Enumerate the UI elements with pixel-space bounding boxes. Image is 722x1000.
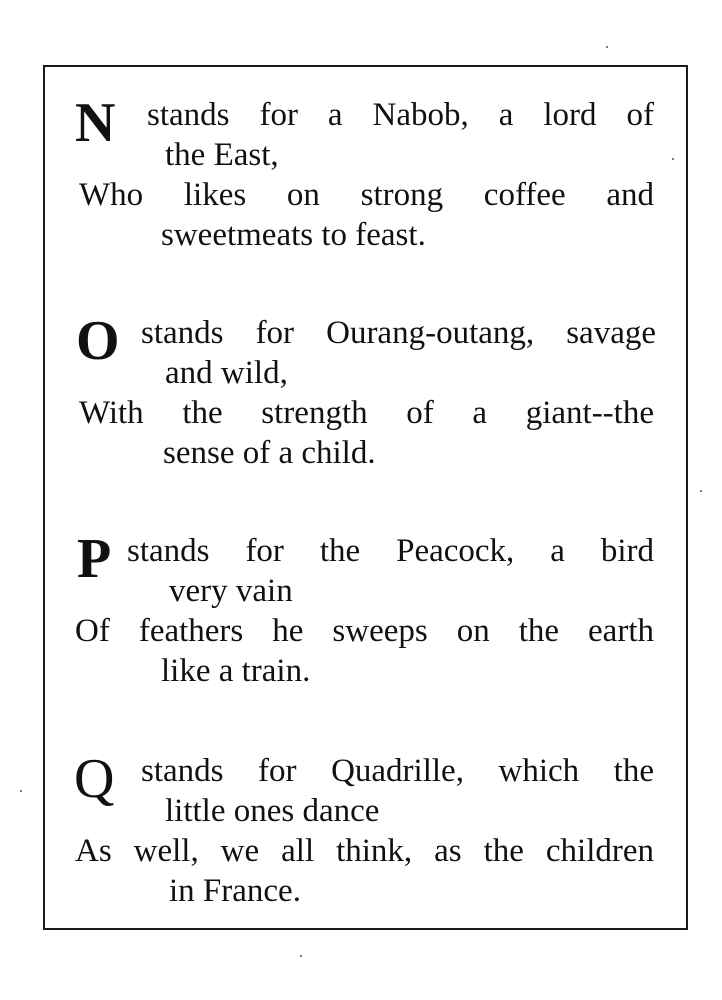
scan-speck bbox=[20, 790, 22, 792]
stanza-line: very vain bbox=[169, 573, 293, 609]
stanza-line: With the strength of a giant--the bbox=[79, 395, 654, 431]
scan-speck bbox=[300, 955, 302, 957]
stanza-line: sense of a child. bbox=[163, 435, 376, 471]
stanza-line: stands for a Nabob, a lord of bbox=[147, 97, 654, 133]
stanza-n bbox=[45, 91, 686, 271]
stanza-line: little ones dance bbox=[165, 793, 380, 829]
stanza-line: stands for the Peacock, a bird bbox=[127, 533, 654, 569]
stanza-line: stands for Ourang-outang, savage bbox=[141, 315, 656, 351]
stanza-line: stands for Quadrille, which the bbox=[141, 753, 654, 789]
stanza-line: Of feathers he sweeps on the earth bbox=[75, 613, 654, 649]
stanza-q bbox=[45, 747, 686, 927]
scan-speck bbox=[700, 490, 702, 492]
drop-cap-q: Q bbox=[74, 748, 115, 810]
stanza-line: and wild, bbox=[165, 355, 288, 391]
drop-cap-o: O bbox=[76, 310, 120, 372]
drop-cap-p: P bbox=[77, 528, 112, 590]
stanza-line: in France. bbox=[169, 873, 301, 909]
stanza-o bbox=[45, 309, 686, 489]
drop-cap-n: N bbox=[75, 92, 116, 154]
scan-speck bbox=[672, 158, 674, 160]
stanza-line: like a train. bbox=[161, 653, 311, 689]
stanza-line: sweetmeats to feast. bbox=[161, 217, 426, 253]
stanza-p bbox=[45, 527, 686, 707]
stanza-line: As well, we all think, as the children bbox=[75, 833, 654, 869]
stanza-line: Who likes on strong coffee and bbox=[79, 177, 654, 213]
page-frame bbox=[43, 65, 688, 930]
scan-speck bbox=[606, 46, 608, 48]
stanza-line: the East, bbox=[165, 137, 279, 173]
